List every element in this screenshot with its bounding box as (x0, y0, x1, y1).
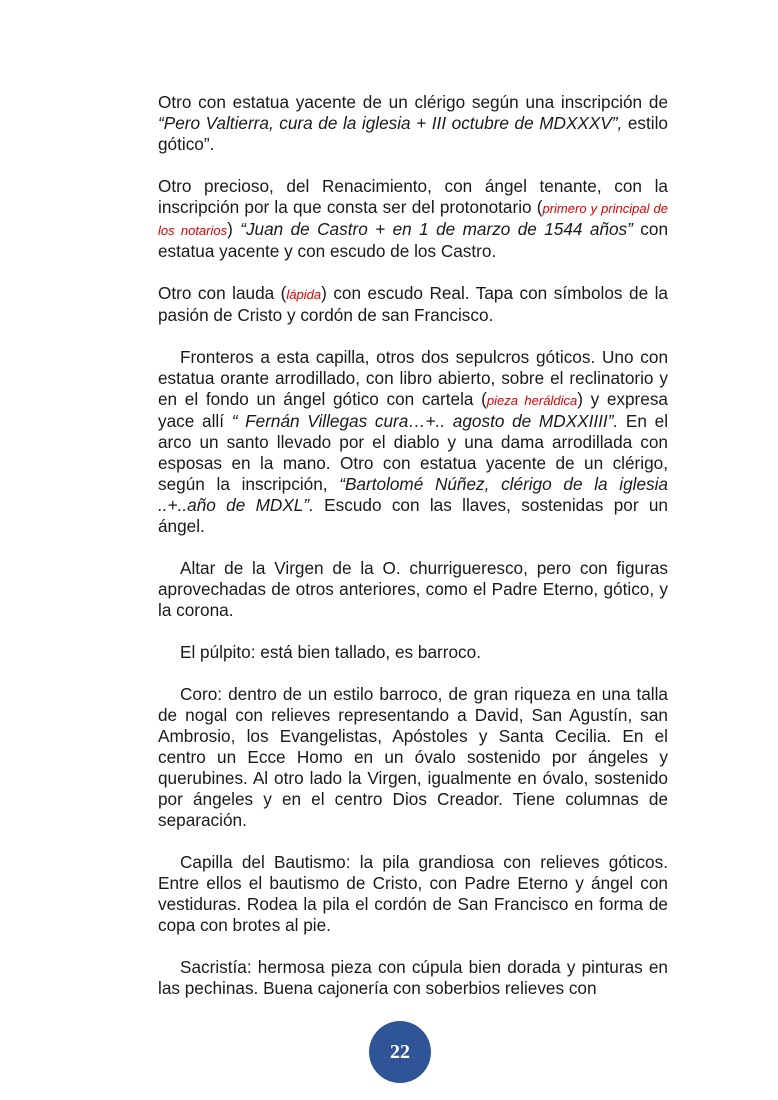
text-run: Escudo con las llaves, sostenidas por un ángel. (158, 495, 668, 536)
editor-note: lápida (286, 287, 322, 302)
text-run: En el arco un santo llevado por el diablo y una dama arrodillada con esposas en la mano. Otro con estatua yacente de un clérigo, según la inscripción, (158, 411, 669, 494)
inscription-quote: “Bartolomé Núñez, clérigo de la iglesia ..+..año de MDXL”. (158, 474, 668, 515)
paragraph (158, 347, 668, 537)
inscription-quote: “Pero Valtierra, cura de la iglesia + III octubre de MDXXXV”, (158, 113, 623, 133)
inscription-quote: “Juan de Castro + en 1 de marzo de 1544 años” (240, 219, 633, 239)
text-run: con estatua yacente y con escudo de los Castro. (158, 219, 669, 261)
paragraph (158, 92, 668, 155)
paragraph (158, 283, 668, 326)
paragraph (158, 558, 668, 621)
text-run: Altar de la Virgen de la O. churrigueresco, pero con figuras aprovechadas de otros anteriores, como el Padre Eterno, gótico, y la corona. (158, 558, 668, 620)
paragraph (158, 642, 668, 663)
text-run: Coro: dentro de un estilo barroco, de gran riqueza en una talla de nogal con relieves representando a David, San Agustín, san Ambrosio, los Evangelistas, Apóstoles y Santa Cecilia. En el centro un Ecce Homo en un óvalo sostenido por ángeles y querubines. Al otro lado la Virgen, igualmente en óvalo, sostenido por ángeles y en el centro Dios Creador. Tiene columnas de separación. (158, 684, 668, 830)
paragraph (158, 176, 668, 262)
text-run: estilo gótico”. (158, 113, 668, 154)
text-run: Otro con lauda ( (158, 283, 287, 303)
inscription-quote: “ Fernán Villegas cura…+.. agosto de MDXXIIII”. (231, 411, 619, 431)
text-run: Capilla del Bautismo: la pila grandiosa con relieves góticos. Entre ellos el bautismo de Cristo, con Padre Eterno y ángel con vestiduras. Rodea la pila el cordón de San Francisco en forma de copa con brotes al pie. (158, 852, 668, 935)
document-body (158, 92, 668, 1020)
text-run: Sacristía: hermosa pieza con cúpula bien dorada y pinturas en las pechinas. Buena cajonería con soberbios relieves con (158, 957, 668, 998)
text-run: El púlpito: está bien tallado, es barroco. (180, 642, 481, 662)
text-run: Otro precioso, del Renacimiento, con ángel tenante, con la inscripción por la que consta ser del protonotario ( (158, 176, 668, 217)
text-run: Fronteros a esta capilla, otros dos sepulcros góticos. Uno con estatua orante arrodillado, con libro abierto, sobre el reclinatorio y en el fondo un ángel gótico con cartela ( (158, 347, 668, 409)
text-run: ) (227, 219, 241, 239)
text-run: Otro con estatua yacente de un clérigo según una inscripción de (158, 92, 668, 112)
page-number: 22 (390, 1040, 410, 1063)
text-run: ) con escudo Real. Tapa con símbolos de la pasión de Cristo y cordón de san Francisco. (158, 283, 668, 325)
page-number-badge (369, 1021, 431, 1083)
paragraph (158, 852, 668, 936)
editor-note: primero y principal de los notarios (158, 201, 668, 238)
paragraph (158, 684, 668, 831)
paragraph (158, 957, 668, 999)
text-run: ) y expresa yace allí (158, 389, 668, 431)
editor-note: pieza heráldica (486, 393, 578, 408)
